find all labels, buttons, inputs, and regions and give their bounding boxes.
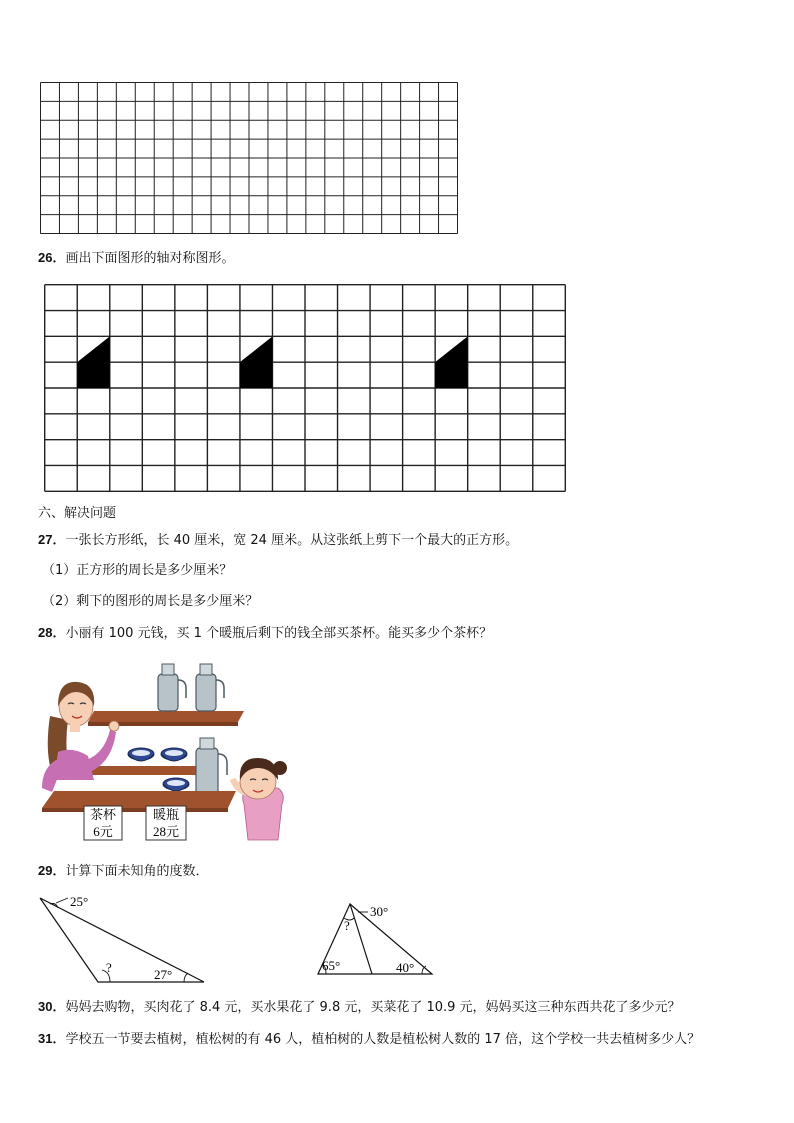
tag-flask-name: 暖瓶 <box>152 807 180 822</box>
question-number: 27． <box>38 532 66 547</box>
question-text: 小丽有 100 元钱，买 1 个暖瓶后剩下的钱全部买茶杯。能买多少个茶杯？ <box>65 626 493 641</box>
question-number: 28． <box>38 625 66 640</box>
triangle-1 <box>36 892 216 988</box>
unknown-angle-label: ? <box>344 918 350 933</box>
trapezoid-shape <box>435 336 468 388</box>
question-27-sub-2: （2）剩下的图形的周长是多少厘米？ <box>42 594 259 609</box>
flask-icon <box>196 738 227 796</box>
question-27-sub-1: （1）正方形的周长是多少厘米？ <box>42 563 233 578</box>
question-text: 画出下面图形的轴对称图形。 <box>65 251 235 266</box>
tag-cup-price: 6元 <box>93 824 113 839</box>
question-text: 一张长方形纸，长 40 厘米，宽 24 厘米。从这张纸上剪下一个最大的正方形。 <box>65 533 519 548</box>
trapezoid-shape <box>240 336 273 388</box>
question-number: 31． <box>38 1031 66 1046</box>
question-text: 学校五一节要去植树，植松树的有 46 人，植柏树的人数是植松树人数的 17 倍，这个学校一共去植树多少人？ <box>65 1032 701 1047</box>
question-number: 29． <box>38 863 66 878</box>
unknown-angle-label: ? <box>106 960 112 975</box>
question-31 <box>38 1031 700 1048</box>
angle-label: 27° <box>154 967 173 982</box>
cup-icon <box>128 748 154 761</box>
question-number: 26． <box>38 250 66 265</box>
angle-label: 40° <box>396 960 415 975</box>
section-title: 六、解决问题 <box>38 506 117 521</box>
question-28 <box>38 625 492 642</box>
question-26 <box>38 250 234 267</box>
angle-label: 30° <box>370 904 389 919</box>
price-tag-flask <box>146 806 186 840</box>
question-29 <box>38 863 208 880</box>
shop-illustration <box>36 656 296 846</box>
angle-label: 25° <box>70 894 89 909</box>
tag-cup-name: 茶杯 <box>89 807 117 822</box>
woman-figure <box>42 682 119 792</box>
cup-icon <box>163 778 189 791</box>
flask-icon <box>196 664 224 711</box>
question-27 <box>38 532 518 549</box>
question-text: 妈妈去购物，买肉花了 8.4 元，买水果花了 9.8 元，买菜花了 10.9 元，妈妈买这三种东西共花了多少元？ <box>65 1000 681 1015</box>
question-number: 30． <box>38 999 66 1014</box>
angle-label: 65° <box>322 958 341 973</box>
question-30 <box>38 999 681 1016</box>
cup-icon <box>161 748 187 761</box>
girl-figure <box>230 758 287 840</box>
symmetry-grid[interactable] <box>44 284 566 492</box>
price-tag-cup <box>84 806 122 840</box>
answer-grid-top <box>40 82 458 234</box>
triangle-2 <box>314 898 436 980</box>
middle-shelf <box>90 766 202 775</box>
counter <box>42 791 236 812</box>
tag-flask-price: 28元 <box>152 824 180 839</box>
question-text: 计算下面未知角的度数． <box>65 864 209 879</box>
trapezoid-shape <box>77 336 110 388</box>
flask-icon <box>158 664 186 711</box>
